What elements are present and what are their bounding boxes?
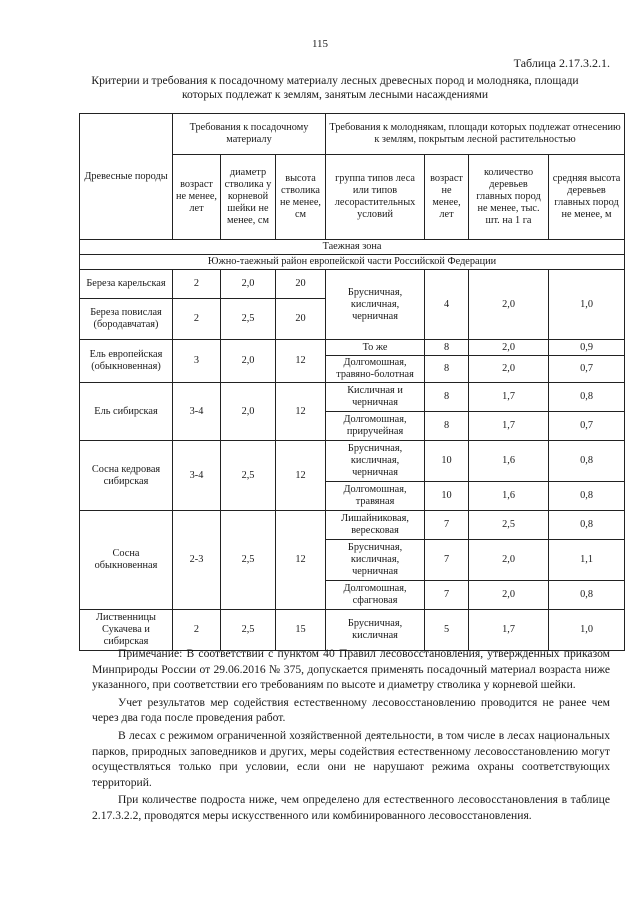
species-cell: Лиственницы Сукачева и сибирская [80, 610, 173, 651]
region-row [80, 255, 625, 270]
page-number: 115 [311, 38, 329, 50]
age-cell: 2 [173, 270, 221, 299]
diameter-cell: 2,0 [221, 270, 276, 299]
tree-count-cell: 2,0 [469, 540, 549, 581]
header-age: возраст не менее, лет [173, 155, 221, 240]
forest-type-cell: То же [326, 340, 425, 356]
header-forest-type: группа типов леса или типов лесорастительных условий [326, 155, 425, 240]
height-cell: 15 [276, 610, 326, 651]
table-row [80, 610, 625, 651]
note-paragraph: При количестве подроста ниже, чем определено для естественного лесовосстановления в таблице 2.17.3.2.2, проводятся меры искусственного или комбинированного лесовосстановления. [92, 793, 610, 822]
diameter-cell: 2,5 [221, 299, 276, 340]
avg-height-cell: 0,8 [549, 441, 625, 482]
avg-height-cell: 0,8 [549, 482, 625, 511]
age-cell: 2-3 [173, 511, 221, 610]
species-cell: Береза повислая (бородавчатая) [80, 299, 173, 340]
zone-row [80, 240, 625, 255]
young-age-cell: 5 [425, 610, 469, 651]
diameter-cell: 2,0 [221, 383, 276, 441]
height-cell: 12 [276, 441, 326, 511]
forest-type-cell: Брусничная, кисличная [326, 610, 425, 651]
header-height: высота стволика не менее, см [276, 155, 326, 240]
header-tree-count: количество деревьев главных пород не менее, тыс. шт. на 1 га [469, 155, 549, 240]
forest-type-cell: Лишайниковая, вересковая [326, 511, 425, 540]
height-cell: 12 [276, 340, 326, 383]
young-age-cell: 10 [425, 482, 469, 511]
forest-type-cell: Долгомошная, травяно-болотная [326, 356, 425, 383]
avg-height-cell: 1,0 [549, 270, 625, 340]
young-age-cell: 8 [425, 356, 469, 383]
tree-count-cell: 1,6 [469, 482, 549, 511]
young-age-cell: 7 [425, 511, 469, 540]
young-age-cell: 8 [425, 383, 469, 412]
notes-section [92, 646, 610, 824]
region-label: Южно-таежный район европейской части Российской Федерации [80, 255, 625, 270]
height-cell: 12 [276, 383, 326, 441]
avg-height-cell: 0,9 [549, 340, 625, 356]
forest-type-cell: Долгомошная, приручейная [326, 412, 425, 441]
young-age-cell: 7 [425, 540, 469, 581]
avg-height-cell: 0,7 [549, 412, 625, 441]
age-cell: 3-4 [173, 383, 221, 441]
young-age-cell: 4 [425, 270, 469, 340]
tree-count-cell: 2,5 [469, 511, 549, 540]
height-cell: 12 [276, 511, 326, 610]
avg-height-cell: 0,8 [549, 581, 625, 610]
diameter-cell: 2,0 [221, 340, 276, 383]
height-cell: 20 [276, 270, 326, 299]
header-species: Древесные породы [80, 114, 173, 240]
forest-type-cell: Долгомошная, сфагновая [326, 581, 425, 610]
species-cell: Береза карельская [80, 270, 173, 299]
young-age-cell: 10 [425, 441, 469, 482]
young-age-cell: 7 [425, 581, 469, 610]
header-avg-height: средняя высота деревьев главных пород не менее, м [549, 155, 625, 240]
species-cell: Сосна обыкновенная [80, 511, 173, 610]
header-planting-material: Требования к посадочному материалу [173, 114, 326, 155]
avg-height-cell: 1,1 [549, 540, 625, 581]
table-caption: Критерии и требования к посадочному материалу лесных древесных пород и молодняка, площади которых подлежат к землям, занятым лесными насаждениями [91, 74, 579, 101]
age-cell: 2 [173, 610, 221, 651]
tree-count-cell: 2,0 [469, 356, 549, 383]
tree-count-cell: 2,0 [469, 340, 549, 356]
note-paragraph: Учет результатов мер содействия естественному лесовосстановлению проводится не ранее чем через два года после проведения работ. [92, 695, 610, 725]
species-cell: Ель сибирская [80, 383, 173, 441]
diameter-cell: 2,5 [221, 441, 276, 511]
tree-count-cell: 2,0 [469, 270, 549, 340]
header-young-growth: Требования к молоднякам, площади которых подлежат отнесению к землям, покрытым лесной растительностью [326, 114, 625, 155]
tree-count-cell: 1,7 [469, 412, 549, 441]
forest-type-cell: Брусничная, кисличная, черничная [326, 441, 425, 482]
diameter-cell: 2,5 [221, 511, 276, 610]
tree-count-cell: 1,7 [469, 610, 549, 651]
tree-count-cell: 2,0 [469, 581, 549, 610]
forest-type-cell: Долгомошная, травяная [326, 482, 425, 511]
forest-type-cell: Брусничная, кисличная, черничная [326, 270, 425, 340]
note-paragraph: Примечание: В соответствии с пунктом 40 Правил лесовосстановления, утвержденных приказом Минприроды России от 29.06.2016 № 375, допускается применять посадочный материал возраста ниже указанного, при соответствии его требованиям по высоте и диаметру стволика у корневой шейки. [92, 647, 610, 692]
table-row [80, 511, 625, 540]
table-row [80, 383, 625, 412]
species-cell: Сосна кедровая сибирская [80, 441, 173, 511]
young-age-cell: 8 [425, 340, 469, 356]
diameter-cell: 2,5 [221, 610, 276, 651]
table-row [80, 270, 625, 299]
avg-height-cell: 0,8 [549, 511, 625, 540]
requirements-table [79, 113, 625, 651]
forest-type-cell: Брусничная, кисличная, черничная [326, 540, 425, 581]
note-paragraph: В лесах с режимом ограниченной хозяйственной деятельности, в том числе в лесах национальных парков, природных заповедников и других, меры содействия естественному лесовосстановлению могут осуществляться только при условии, если они не нарушают режима охраны соответствующих территорий. [92, 728, 610, 789]
table-row [80, 340, 625, 356]
young-age-cell: 8 [425, 412, 469, 441]
age-cell: 3-4 [173, 441, 221, 511]
header-young-age: возраст не менее, лет [425, 155, 469, 240]
species-cell: Ель европейская (обыкновенная) [80, 340, 173, 383]
height-cell: 20 [276, 299, 326, 340]
age-cell: 2 [173, 299, 221, 340]
age-cell: 3 [173, 340, 221, 383]
table-label: Таблица 2.17.3.2.1. [513, 56, 610, 70]
avg-height-cell: 1,0 [549, 610, 625, 651]
table-row [80, 441, 625, 482]
header-diameter: диаметр стволика у корневой шейки не менее, см [221, 155, 276, 240]
tree-count-cell: 1,6 [469, 441, 549, 482]
forest-type-cell: Кисличная и черничная [326, 383, 425, 412]
tree-count-cell: 1,7 [469, 383, 549, 412]
avg-height-cell: 0,7 [549, 356, 625, 383]
zone-label: Таежная зона [80, 240, 625, 255]
avg-height-cell: 0,8 [549, 383, 625, 412]
header-row-1 [80, 114, 625, 155]
